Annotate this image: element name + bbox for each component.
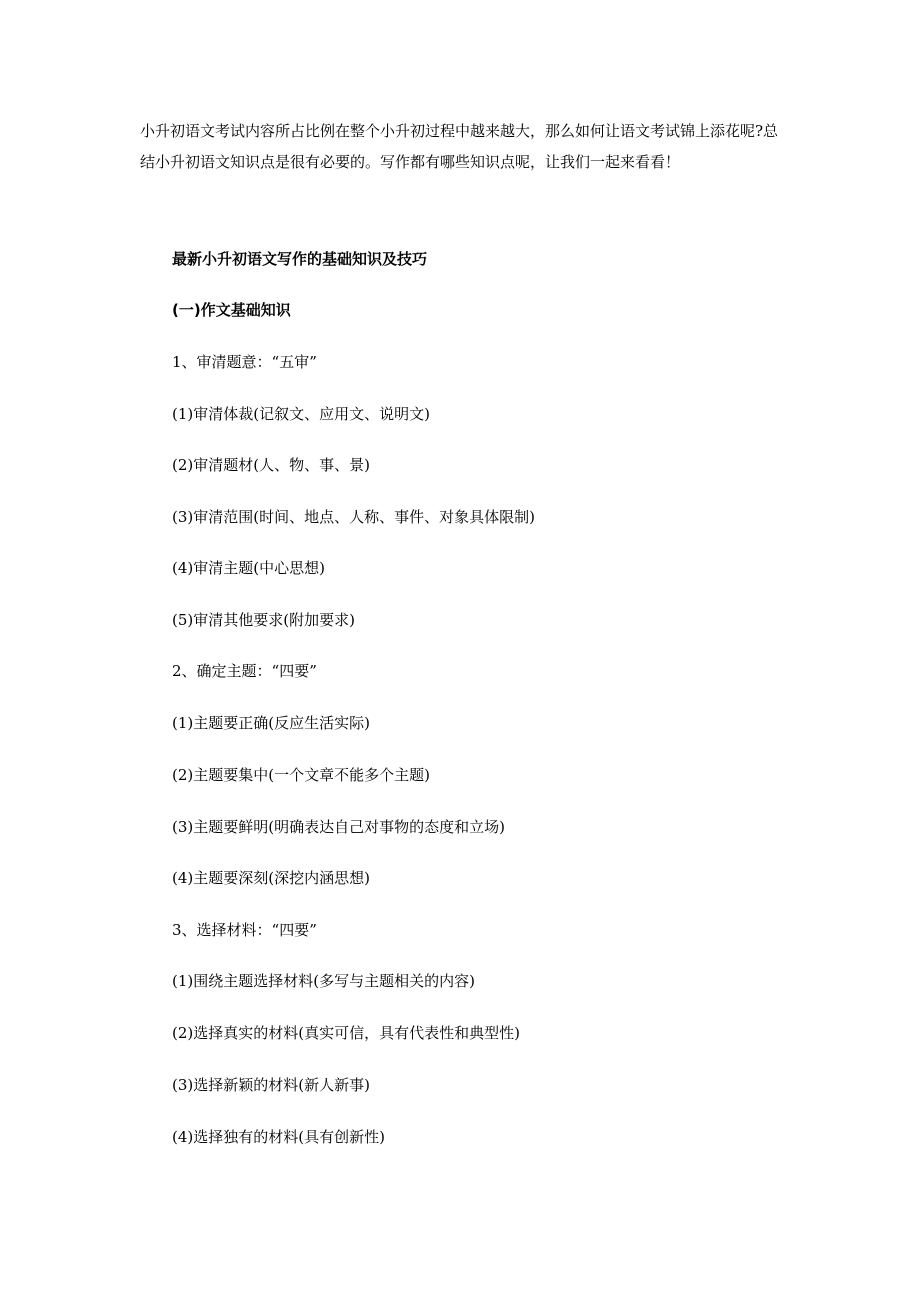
list-item: (4)审清主题(中心思想) bbox=[172, 559, 325, 577]
list-item: (2)选择真实的材料(真实可信，具有代表性和典型性) bbox=[172, 1024, 520, 1042]
list-item: (2)主题要集中(一个文章不能多个主题) bbox=[172, 766, 430, 784]
list-item: (5)审清其他要求(附加要求) bbox=[172, 611, 355, 629]
list-item: 1、审清题意：“五审” bbox=[172, 353, 317, 371]
list-item: (4)主题要深刻(深挖内涵思想) bbox=[172, 869, 370, 887]
list-item: 2、确定主题：“四要” bbox=[172, 662, 317, 680]
section-heading: (一)作文基础知识 bbox=[172, 301, 291, 319]
list-item: (3)选择新颖的材料(新人新事) bbox=[172, 1076, 370, 1094]
list-item: 3、选择材料：“四要” bbox=[172, 921, 317, 939]
list-item: (3)主题要鲜明(明确表达自己对事物的态度和立场) bbox=[172, 818, 505, 836]
list-item: (2)审清题材(人、物、事、景) bbox=[172, 456, 370, 474]
list-item: (3)审清范围(时间、地点、人称、事件、对象具体限制) bbox=[172, 508, 535, 526]
list-item: (4)选择独有的材料(具有创新性) bbox=[172, 1128, 385, 1146]
list-item: (1)主题要正确(反应生活实际) bbox=[172, 714, 370, 732]
article-title: 最新小升初语文写作的基础知识及技巧 bbox=[172, 250, 428, 268]
list-item: (1)围绕主题选择材料(多写与主题相关的内容) bbox=[172, 972, 475, 990]
list-item: (1)审清体裁(记叙文、应用文、说明文) bbox=[172, 405, 430, 423]
intro-paragraph: 小升初语文考试内容所占比例在整个小升初过程中越来越大，那么如何让语文考试锦上添花呢?总结小升初语文知识点是很有必要的。写作都有哪些知识点呢，让我们一起来看看！ bbox=[140, 122, 779, 171]
